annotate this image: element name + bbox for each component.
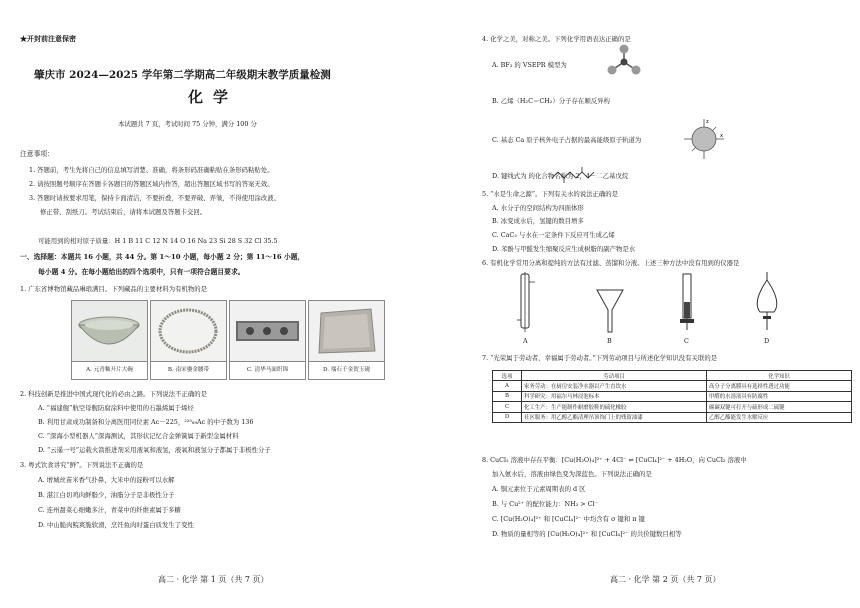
skeletal-formula-icon [550,166,596,184]
table-cell: 乙醇乙酯能发生水解反应 [707,412,852,422]
gilded-belt-photo [150,300,227,362]
q3-option-d: D. 中山脆肉鲩爽脆软滑，烹饪鱼肉时蛋白质发生了变性 [38,521,194,529]
q4-option-b: B. 乙烯（H₂C＝CH₂）分子存在顺反异构 [492,97,610,105]
q8-stem-line1: 8. CuCl₂ 溶液中存在平衡：[Cu(H₂O)₄]²⁺ + 4Cl⁻ ⇌ [CuCl₄]²⁻ + 4H₂O，向 CuCl₂ 溶液中 [482,456,747,464]
table-cell: 甲醛的水溶液具有防腐性 [707,391,852,401]
svg-text:x: x [720,133,723,139]
condenser-icon [514,272,538,334]
table-cell: 化工生产：生产能制作耐磨胶鞋的硫化橡胶 [522,402,707,412]
atomic-masses: 可能用到的相对原子质量：H 1 B 11 C 12 N 14 O 16 Na 23 Si 28 S 32 Cl 35.5 [38,237,278,245]
q4-stem: 4. 化学之美，对称之美。下列化学用语表达正确的是 [482,35,631,43]
q5-option-c: C. CaC₂ 与水在一定条件下反应可生成乙烯 [492,231,615,239]
q1-option-a: A. 元青釉开片大碗 [71,361,148,380]
q6-stem: 6. 有机化学常用分离和提纯的方法有过滤、蒸馏和分液。上述三种方法中没有用到的仪器是 [482,259,740,267]
section1-line1: 一、选择题：本题共 16 小题，共 44 分。第 1～10 小题，每小题 2 分；第 11～16 小题， [20,253,305,261]
glazed-bowl-photo [71,300,148,362]
p-orbital-icon [682,117,726,161]
separatory-funnel-icon [750,272,784,334]
q3-stem: 3. 粤式饮食讲究“鲜”。下列说法不正确的是 [20,461,144,469]
table-row [493,402,852,412]
notes-heading: 注意事项： [20,150,54,158]
exam-title: 肇庆市 2024—2025 学年第二学期高二年级期末教学质量检测 [34,69,331,81]
table-cell: A [493,381,522,391]
note-3-cont: 修正带、刮纸刀。考试结束后，请将本试题及答题卡交回。 [40,208,207,216]
q4-option-c: C. 基态 Ca 原子核外电子占据的最高能级原子轨道为 [492,136,642,144]
table-row [493,391,852,401]
table-row [493,412,852,422]
table-cell: 社区服务：用乙醇乙酯清理吊顶饰门上的残留油漆 [522,412,707,422]
q5-option-d: D. 苯酚与甲醛发生缩聚反应生成树脂的副产物是水 [492,245,636,253]
q2-option-d: D. “云遥一号”运载火箭推进剂采用液氧和液氢，液氧和液氢分子都属于非极性分子 [38,446,271,454]
section1-line2: 每小题 4 分。在每小题给出的四个选项中，只有一项符合题目要求。 [38,268,245,276]
q4-option-a: A. BF₃ 的 VSEPR 模型为 [492,61,567,69]
q8-stem-line2: 加入氨水后，溶液由绿色变为深蓝色。下列说法正确的是 [492,470,652,478]
col-header-knowledge: 化学知识 [707,371,852,381]
table-cell: 家务劳动：在厨房安装净水器以产生直饮水 [522,381,707,391]
table-row [493,381,852,391]
q8-option-c: C. [Cu(H₂O)₄]²⁺ 和 [CuCl₄]²⁻ 中均含有 σ 键和 π 键 [492,515,645,523]
exam-info: 本试题共 7 页，考试时间 75 分钟，满分 100 分 [118,120,257,128]
q6-label-c: C [684,337,689,345]
q6-label-d: D [764,337,770,345]
burette-icon [673,272,701,334]
q2-stem: 2. 科技创新是推进中国式现代化的必由之路。下列说法不正确的是 [20,390,208,398]
q4-option-d: D. 键线式为 的化合物名称为 2，4－二乙基戊烷 [492,172,629,180]
brocade-photo [229,300,306,362]
col-header-option: 选项 [493,371,522,381]
q8-option-b: B. 与 Cu²⁺ 的配位能力：NH₃ > Cl⁻ [492,500,598,508]
note-3: 3. 答题时请按要求用笔，保持卡面清洁，不要折叠，不要弄破、弄皱，不得使用涂改液、 [29,194,280,202]
q7-stem: 7. “光荣属于劳动者，幸福属于劳动者。”下列劳动项目与所述化学知识没有关联的是 [482,354,718,362]
note-2: 2. 请按照题号顺序在答题卡各题目的答题区域内作答，超出答题区域书写的答案无效。 [29,180,274,188]
subject-title: 化学 [188,88,239,106]
table-cell: C [493,402,522,412]
table-cell: 碳碳双键可打开与硫形成二硫键 [707,402,852,412]
note-1: 1. 答题前，考生先将自己的信息填写清楚、准确，将条形码准确粘贴在条形码粘贴处。 [29,166,274,174]
table-cell: 高分子分离膜具有选择性透过功能 [707,381,852,391]
q1-option-c: C. 清华马面织锦 [229,361,306,380]
col-header-task: 劳动项目 [522,371,707,381]
q2-option-a: A. “福建舰”航空母舰防腐涂料中使用的石墨烯属于烯烃 [38,404,194,412]
right-page [430,0,860,608]
q3-option-c: C. 连州甜菜心细嫩多汁，青菜中的纤维素属于多糖 [38,506,181,514]
table-header-row [493,371,852,381]
table-cell: D [493,412,522,422]
q5-option-b: B. 冰变成水后，氢键的数目增多 [492,217,584,225]
bf3-vsepr-model-icon [606,44,642,80]
q1-option-b: B. 南宋鎏金腰带 [150,361,227,380]
q2-option-c: C. “深海小型机器人”深海测试，其形状记忆合金弹簧属于新型金属材料 [38,432,239,440]
q1-stem: 1. 广东省博物馆藏品琳琅满目。下列藏品的主要材料为有机物的是 [20,285,208,293]
inkstone-photo [308,300,385,362]
q2-option-b: B. 利用甘肃成功制备和分离医用同位素 Ac－225，²²⁵₈₉Ac 的中子数为 136 [38,418,254,426]
q6-label-b: B [607,337,612,345]
q1-option-d: D. 端石千金贺玉砚 [308,361,385,380]
secret-mark: ★开封前注意保密 [20,34,76,43]
funnel-icon [595,288,625,334]
q5-stem: 5. “水是生命之源”。下列有关水的说法正确的是 [482,190,619,198]
q8-option-d: D. 物质的量相等的 [Cu(H₂O)₄]²⁺ 和 [CuCl₄]²⁻ 的共价键数目相等 [492,530,682,538]
q6-label-a: A [523,337,528,345]
table-cell: 科学研究：用福尔马林浸泡标本 [522,391,707,401]
q3-option-b: B. 湛江白切鸡肉鲜脂少，油脂分子是非极性分子 [38,491,175,499]
table-cell: B [493,391,522,401]
page2-footer: 高二 · 化学 第 2 页（共 7 页） [610,575,721,584]
svg-text:z: z [706,119,709,125]
q7-table [492,370,852,423]
q5-option-a: A. 水分子的空间结构为四面体形 [492,204,584,212]
q3-option-a: A. 增城丝苗米香气扑鼻，大米中的淀粉可以水解 [38,476,175,484]
page1-footer: 高二 · 化学 第 1 页（共 7 页） [158,575,269,584]
q8-option-a: A. 铜元素位于元素周期表的 d 区 [492,485,586,493]
